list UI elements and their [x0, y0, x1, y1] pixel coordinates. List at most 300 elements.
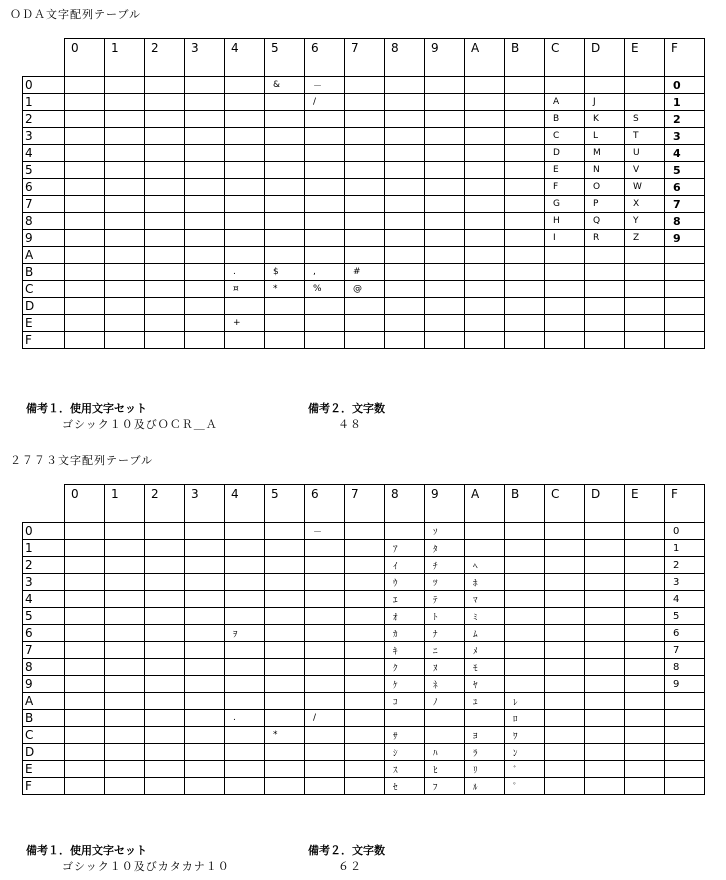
table-cell: ｵ: [385, 608, 425, 625]
table-cell: [585, 710, 625, 727]
table-cell: 4: [665, 591, 705, 608]
table-cell: [185, 608, 225, 625]
table-cell: [585, 727, 625, 744]
table-cell: [185, 659, 225, 676]
table-cell: 1: [665, 540, 705, 557]
table-cell: [465, 111, 505, 128]
table-cell: [465, 247, 505, 264]
table-cell: ,: [305, 264, 345, 281]
table-cell: [505, 659, 545, 676]
table-cell: [225, 162, 265, 179]
row-header: F: [23, 332, 65, 349]
table-cell: [105, 693, 145, 710]
table-cell: [545, 540, 585, 557]
table-cell: [665, 264, 705, 281]
table-cell: ﾜ: [505, 727, 545, 744]
row-header: 9: [23, 230, 65, 247]
table-cell: [185, 196, 225, 213]
table-cell: [305, 196, 345, 213]
table-cell: [65, 298, 105, 315]
table-cell: [465, 315, 505, 332]
table-cell: [65, 608, 105, 625]
table-cell: ﾛ: [505, 710, 545, 727]
table-row: [23, 281, 705, 298]
row-header: 7: [23, 196, 65, 213]
table-cell: [265, 523, 305, 540]
column-header: F: [665, 485, 705, 523]
header-row: [23, 485, 705, 523]
table-cell: [385, 77, 425, 94]
row-header: 8: [23, 213, 65, 230]
table-cell: [625, 693, 665, 710]
table-cell: [665, 761, 705, 778]
table-cell: [145, 111, 185, 128]
table-cell: [585, 332, 625, 349]
table-cell: [425, 332, 465, 349]
table-cell: K: [585, 111, 625, 128]
column-header: F: [665, 39, 705, 77]
table-cell: [145, 744, 185, 761]
table-cell: *: [265, 727, 305, 744]
table-cell: [105, 727, 145, 744]
table-cell: [105, 778, 145, 795]
table-cell: [585, 264, 625, 281]
table-cell: [585, 77, 625, 94]
table-cell: [545, 332, 585, 349]
column-header: 5: [265, 485, 305, 523]
table-cell: [385, 230, 425, 247]
table-cell: [105, 574, 145, 591]
table-cell: $: [265, 264, 305, 281]
table-cell: [345, 659, 385, 676]
table-cell: [305, 642, 345, 659]
table-cell: /: [305, 94, 345, 111]
table-cell: [265, 179, 305, 196]
table-cell: [185, 540, 225, 557]
table-cell: [305, 778, 345, 795]
table-cell: [465, 523, 505, 540]
table-cell: [305, 693, 345, 710]
table-cell: 3: [665, 574, 705, 591]
table-cell: [145, 659, 185, 676]
table-cell: [105, 213, 145, 230]
table-cell: [105, 315, 145, 332]
table-cell: [545, 642, 585, 659]
table-cell: [665, 281, 705, 298]
table-cell: [585, 744, 625, 761]
table-cell: [145, 77, 185, 94]
table-cell: [385, 179, 425, 196]
table-cell: [385, 523, 425, 540]
table-cell: [65, 540, 105, 557]
table-cell: [545, 693, 585, 710]
table2-note1-label: 備考１．使用文字セット: [26, 844, 147, 857]
table-cell: ﾅ: [425, 625, 465, 642]
table-cell: [345, 162, 385, 179]
table-row: [23, 693, 705, 710]
row-header: C: [23, 281, 65, 298]
column-header: 7: [345, 485, 385, 523]
table-cell: [465, 162, 505, 179]
table-cell: ¤: [225, 281, 265, 298]
table-cell: [305, 761, 345, 778]
row-header: 9: [23, 676, 65, 693]
table-cell: [265, 128, 305, 145]
row-header: A: [23, 247, 65, 264]
table-cell: L: [585, 128, 625, 145]
table-cell: [505, 264, 545, 281]
table-cell: ｽ: [385, 761, 425, 778]
table-cell: [105, 557, 145, 574]
table-cell: [585, 315, 625, 332]
table-cell: Q: [585, 213, 625, 230]
table-cell: [265, 761, 305, 778]
table-cell: [305, 145, 345, 162]
table-cell: [225, 111, 265, 128]
table-cell: ﾑ: [465, 625, 505, 642]
table-cell: [305, 247, 345, 264]
column-header: 1: [105, 39, 145, 77]
table-cell: [545, 281, 585, 298]
table-cell: [305, 608, 345, 625]
table-cell: [505, 94, 545, 111]
table-cell: [225, 574, 265, 591]
table-cell: [665, 693, 705, 710]
column-header: D: [585, 485, 625, 523]
column-header: 1: [105, 485, 145, 523]
table-cell: ｾ: [385, 778, 425, 795]
row-header: F: [23, 778, 65, 795]
table-cell: [65, 761, 105, 778]
table-cell: [265, 111, 305, 128]
table-cell: [425, 298, 465, 315]
table1-note2-value: ４８: [338, 418, 362, 431]
table-cell: [545, 727, 585, 744]
table-cell: [345, 523, 385, 540]
table-row: [23, 557, 705, 574]
table-cell: ﾔ: [465, 676, 505, 693]
table-cell: [385, 213, 425, 230]
table-row: [23, 179, 705, 196]
table-cell: [105, 523, 145, 540]
table-cell: [625, 744, 665, 761]
table-cell: [65, 778, 105, 795]
table-cell: /: [305, 710, 345, 727]
table-cell: ﾗ: [465, 744, 505, 761]
row-header: 3: [23, 128, 65, 145]
row-header: D: [23, 298, 65, 315]
table-cell: [345, 591, 385, 608]
table-cell: [185, 676, 225, 693]
table-cell: [265, 94, 305, 111]
table-cell: [545, 625, 585, 642]
table-cell: [545, 761, 585, 778]
table-cell: 2: [665, 557, 705, 574]
table-cell: [185, 332, 225, 349]
table-cell: [505, 557, 545, 574]
table-cell: [185, 642, 225, 659]
table-cell: [105, 111, 145, 128]
table-cell: [105, 332, 145, 349]
table-row: [23, 761, 705, 778]
table-cell: [265, 196, 305, 213]
table-cell: [65, 591, 105, 608]
table-cell: [305, 179, 345, 196]
table2-note2-value: ６２: [338, 860, 362, 873]
table1-note1-label: 備考１．使用文字セット: [26, 402, 147, 415]
table-cell: ﾒ: [465, 642, 505, 659]
row-header: 7: [23, 642, 65, 659]
table-cell: ｺ: [385, 693, 425, 710]
table-cell: [145, 523, 185, 540]
table-cell: [185, 145, 225, 162]
table-cell: [545, 608, 585, 625]
table-cell: [425, 213, 465, 230]
table-cell: [185, 710, 225, 727]
table-cell: [265, 557, 305, 574]
table-cell: [185, 693, 225, 710]
table-cell: [145, 761, 185, 778]
column-header: C: [545, 39, 585, 77]
table-cell: [225, 247, 265, 264]
table-cell: [225, 128, 265, 145]
table-cell: [65, 94, 105, 111]
table-cell: ﾍ: [465, 557, 505, 574]
table-cell: [225, 761, 265, 778]
table-cell: ﾏ: [465, 591, 505, 608]
table-cell: [185, 778, 225, 795]
row-header: 0: [23, 77, 65, 94]
table-cell: 1: [665, 94, 705, 111]
table-cell: B: [545, 111, 585, 128]
2773-character-table: [22, 484, 705, 795]
table-cell: [385, 298, 425, 315]
table-cell: [145, 710, 185, 727]
table-cell: W: [625, 179, 665, 196]
table-cell: [185, 128, 225, 145]
table-cell: %: [305, 281, 345, 298]
table1-note1-value: ゴシック１０及びＯＣＲ＿Ａ: [62, 418, 218, 431]
table-cell: [625, 264, 665, 281]
table-cell: [665, 727, 705, 744]
table-row: [23, 94, 705, 111]
table-cell: [625, 676, 665, 693]
row-header: 8: [23, 659, 65, 676]
table-cell: [185, 281, 225, 298]
table-cell: [585, 281, 625, 298]
table-cell: [505, 574, 545, 591]
table-cell: [545, 591, 585, 608]
table-cell: Y: [625, 213, 665, 230]
table-cell: [105, 145, 145, 162]
table-cell: 2: [665, 111, 705, 128]
table-cell: [265, 213, 305, 230]
table-cell: [385, 281, 425, 298]
table-cell: 5: [665, 162, 705, 179]
table-cell: [65, 523, 105, 540]
table-cell: ﾖ: [465, 727, 505, 744]
table-cell: [425, 128, 465, 145]
table-cell: Z: [625, 230, 665, 247]
table-cell: [625, 540, 665, 557]
table-row: [23, 608, 705, 625]
table-cell: [625, 523, 665, 540]
table-cell: [465, 281, 505, 298]
row-header: 2: [23, 557, 65, 574]
table-cell: [145, 162, 185, 179]
table-cell: [305, 574, 345, 591]
table-cell: [385, 145, 425, 162]
table-cell: [145, 298, 185, 315]
table-cell: [265, 591, 305, 608]
table-row: [23, 642, 705, 659]
column-header: 4: [225, 485, 265, 523]
table-cell: [265, 540, 305, 557]
table-cell: [665, 778, 705, 795]
table-cell: [465, 128, 505, 145]
table-cell: [65, 557, 105, 574]
table-cell: [225, 179, 265, 196]
table-cell: [225, 523, 265, 540]
table-cell: R: [585, 230, 625, 247]
table-cell: [265, 298, 305, 315]
table-cell: [265, 693, 305, 710]
table-cell: ﾇ: [425, 659, 465, 676]
table-cell: [225, 540, 265, 557]
table-cell: [585, 523, 625, 540]
table-row: [23, 744, 705, 761]
table-cell: [585, 761, 625, 778]
table-cell: ﾎ: [465, 574, 505, 591]
table-cell: [305, 111, 345, 128]
table-cell: #: [345, 264, 385, 281]
table-cell: [425, 145, 465, 162]
table-cell: [625, 591, 665, 608]
table-cell: ｷ: [385, 642, 425, 659]
table-cell: [625, 710, 665, 727]
table-cell: [225, 77, 265, 94]
table-cell: [385, 94, 425, 111]
table-cell: 5: [665, 608, 705, 625]
table-cell: [305, 332, 345, 349]
table-cell: [425, 111, 465, 128]
table-cell: [585, 642, 625, 659]
table-cell: [505, 230, 545, 247]
table-cell: [225, 659, 265, 676]
table-cell: [105, 744, 145, 761]
table-cell: [505, 332, 545, 349]
table-cell: [145, 281, 185, 298]
table-cell: [185, 557, 225, 574]
table-cell: [345, 179, 385, 196]
table-cell: [345, 676, 385, 693]
table-cell: [465, 196, 505, 213]
table-cell: [625, 625, 665, 642]
table-cell: [305, 625, 345, 642]
table-row: [23, 247, 705, 264]
table-cell: [625, 727, 665, 744]
table-cell: [225, 744, 265, 761]
table-cell: [425, 179, 465, 196]
table-cell: 0: [665, 77, 705, 94]
table-cell: V: [625, 162, 665, 179]
table-cell: [345, 574, 385, 591]
table-cell: [185, 162, 225, 179]
table-cell: [625, 332, 665, 349]
table1-note2-label: 備考２．文字数: [308, 402, 385, 415]
table-cell: [305, 230, 345, 247]
table-cell: ｴ: [385, 591, 425, 608]
table-cell: .: [225, 264, 265, 281]
table-cell: [345, 94, 385, 111]
table-cell: ﾚ: [505, 693, 545, 710]
column-header: B: [505, 39, 545, 77]
table-cell: H: [545, 213, 585, 230]
column-header: B: [505, 485, 545, 523]
table-cell: S: [625, 111, 665, 128]
table-cell: [185, 523, 225, 540]
table-cell: [65, 230, 105, 247]
table1-title: ＯＤＡ文字配列テーブル: [10, 8, 142, 21]
table-cell: [465, 298, 505, 315]
table2-note2-label: 備考２．文字数: [308, 844, 385, 857]
table-cell: U: [625, 145, 665, 162]
table-cell: [65, 179, 105, 196]
table-cell: [305, 744, 345, 761]
table-cell: [665, 247, 705, 264]
table-cell: [465, 179, 505, 196]
table-cell: [345, 727, 385, 744]
table-cell: [345, 213, 385, 230]
table2-note1-value: ゴシック１０及びカタカナ１０: [62, 860, 230, 873]
table-cell: [505, 162, 545, 179]
table-row: [23, 676, 705, 693]
table-cell: A: [545, 94, 585, 111]
table-cell: [145, 540, 185, 557]
table-cell: [105, 162, 145, 179]
table-row: [23, 162, 705, 179]
column-header: 6: [305, 39, 345, 77]
table-cell: [505, 625, 545, 642]
table-cell: ﾊ: [425, 744, 465, 761]
table-cell: I: [545, 230, 585, 247]
column-header: 2: [145, 39, 185, 77]
row-header: 4: [23, 145, 65, 162]
table-cell: [265, 608, 305, 625]
table-row: [23, 213, 705, 230]
table-cell: [345, 778, 385, 795]
table-cell: [225, 145, 265, 162]
row-header: 4: [23, 591, 65, 608]
table-cell: [145, 247, 185, 264]
table-cell: [585, 778, 625, 795]
table-cell: [225, 676, 265, 693]
table-cell: [105, 761, 145, 778]
table-cell: 3: [665, 128, 705, 145]
table-cell: [105, 247, 145, 264]
table-cell: [225, 642, 265, 659]
table-cell: [185, 727, 225, 744]
table-cell: &: [265, 77, 305, 94]
column-header: 8: [385, 485, 425, 523]
table-cell: [105, 230, 145, 247]
table-cell: [65, 710, 105, 727]
table-cell: [625, 778, 665, 795]
table-row: [23, 523, 705, 540]
table-cell: [585, 608, 625, 625]
table-cell: [265, 230, 305, 247]
table-cell: C: [545, 128, 585, 145]
